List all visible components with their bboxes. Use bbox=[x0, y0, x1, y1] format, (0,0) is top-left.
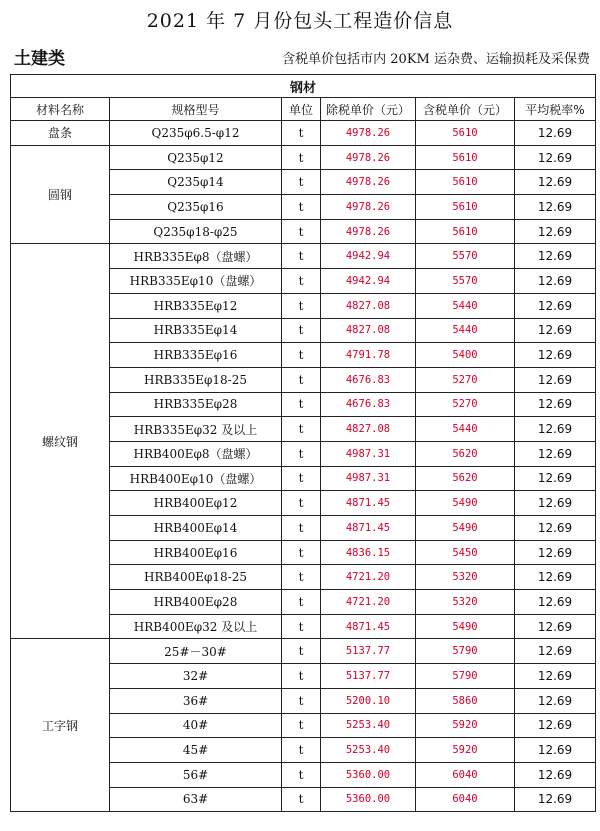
header-tax-rate: 平均税率% bbox=[515, 98, 596, 121]
ex-tax-price-cell: 4942.94 bbox=[321, 269, 416, 294]
tax-rate-cell: 12.69 bbox=[515, 713, 596, 738]
ex-tax-price-cell: 4978.26 bbox=[321, 219, 416, 244]
ex-tax-price-cell: 4871.45 bbox=[321, 614, 416, 639]
tax-rate-cell: 12.69 bbox=[515, 417, 596, 442]
spec-cell: HRB400Eφ14 bbox=[110, 516, 282, 541]
spec-cell: HRB335Eφ10（盘螺） bbox=[110, 269, 282, 294]
ex-tax-price-cell: 4978.26 bbox=[321, 195, 416, 220]
unit-cell: t bbox=[282, 590, 321, 615]
table-row bbox=[11, 121, 596, 146]
unit-cell: t bbox=[282, 713, 321, 738]
ex-tax-price-cell: 4721.20 bbox=[321, 565, 416, 590]
ex-tax-price-cell: 5253.40 bbox=[321, 738, 416, 763]
ex-tax-price-cell: 4978.26 bbox=[321, 121, 416, 146]
inc-tax-price-cell: 5570 bbox=[416, 244, 515, 269]
unit-cell: t bbox=[282, 417, 321, 442]
ex-tax-price-cell: 4942.94 bbox=[321, 244, 416, 269]
ex-tax-price-cell: 5137.77 bbox=[321, 639, 416, 664]
inc-tax-price-cell: 5620 bbox=[416, 441, 515, 466]
spec-cell: 45# bbox=[110, 738, 282, 763]
spec-cell: HRB400Eφ32 及以上 bbox=[110, 614, 282, 639]
spec-cell: HRB400Eφ18-25 bbox=[110, 565, 282, 590]
inc-tax-price-cell: 5610 bbox=[416, 219, 515, 244]
inc-tax-price-cell: 5570 bbox=[416, 269, 515, 294]
inc-tax-price-cell: 5440 bbox=[416, 318, 515, 343]
spec-cell: HRB400Eφ28 bbox=[110, 590, 282, 615]
unit-cell: t bbox=[282, 219, 321, 244]
page-title: 2021 年 7 月份包头工程造价信息 bbox=[146, 10, 454, 32]
spec-cell: HRB335Eφ14 bbox=[110, 318, 282, 343]
tax-rate-cell: 12.69 bbox=[515, 540, 596, 565]
spec-cell: HRB400Eφ16 bbox=[110, 540, 282, 565]
inc-tax-price-cell: 5920 bbox=[416, 713, 515, 738]
section-title: 钢材 bbox=[11, 75, 596, 98]
spec-cell: HRB335Eφ28 bbox=[110, 392, 282, 417]
ex-tax-price-cell: 5137.77 bbox=[321, 664, 416, 689]
inc-tax-price-cell: 5490 bbox=[416, 491, 515, 516]
unit-cell: t bbox=[282, 244, 321, 269]
tax-rate-cell: 12.69 bbox=[515, 219, 596, 244]
inc-tax-price-cell: 5790 bbox=[416, 639, 515, 664]
table-row bbox=[11, 145, 596, 170]
tax-rate-cell: 12.69 bbox=[515, 145, 596, 170]
spec-cell: 40# bbox=[110, 713, 282, 738]
inc-tax-price-cell: 5450 bbox=[416, 540, 515, 565]
ex-tax-price-cell: 4676.83 bbox=[321, 392, 416, 417]
category-label: 土建类 bbox=[14, 49, 65, 69]
tax-rate-cell: 12.69 bbox=[515, 318, 596, 343]
tax-rate-cell: 12.69 bbox=[515, 367, 596, 392]
ex-tax-price-cell: 4827.08 bbox=[321, 293, 416, 318]
table-row bbox=[11, 244, 596, 269]
ex-tax-price-cell: 4978.26 bbox=[321, 170, 416, 195]
table-body bbox=[11, 121, 596, 812]
header-spec: 规格型号 bbox=[110, 98, 282, 121]
unit-cell: t bbox=[282, 688, 321, 713]
inc-tax-price-cell: 6040 bbox=[416, 762, 515, 787]
unit-cell: t bbox=[282, 466, 321, 491]
unit-cell: t bbox=[282, 121, 321, 146]
unit-cell: t bbox=[282, 145, 321, 170]
unit-cell: t bbox=[282, 170, 321, 195]
tax-rate-cell: 12.69 bbox=[515, 121, 596, 146]
ex-tax-price-cell: 5200.10 bbox=[321, 688, 416, 713]
unit-cell: t bbox=[282, 269, 321, 294]
tax-rate-cell: 12.69 bbox=[515, 269, 596, 294]
tax-rate-cell: 12.69 bbox=[515, 244, 596, 269]
ex-tax-price-cell: 5360.00 bbox=[321, 762, 416, 787]
inc-tax-price-cell: 5490 bbox=[416, 516, 515, 541]
ex-tax-price-cell: 4827.08 bbox=[321, 318, 416, 343]
unit-cell: t bbox=[282, 639, 321, 664]
inc-tax-price-cell: 5490 bbox=[416, 614, 515, 639]
inc-tax-price-cell: 5610 bbox=[416, 195, 515, 220]
ex-tax-price-cell: 4827.08 bbox=[321, 417, 416, 442]
unit-cell: t bbox=[282, 195, 321, 220]
ex-tax-price-cell: 4871.45 bbox=[321, 516, 416, 541]
tax-rate-cell: 12.69 bbox=[515, 590, 596, 615]
price-table bbox=[10, 74, 596, 812]
spec-cell: 36# bbox=[110, 688, 282, 713]
tax-rate-cell: 12.69 bbox=[515, 491, 596, 516]
ex-tax-price-cell: 5360.00 bbox=[321, 787, 416, 812]
tax-rate-cell: 12.69 bbox=[515, 664, 596, 689]
inc-tax-price-cell: 5270 bbox=[416, 367, 515, 392]
spec-cell: HRB335Eφ32 及以上 bbox=[110, 417, 282, 442]
tax-rate-cell: 12.69 bbox=[515, 293, 596, 318]
inc-tax-price-cell: 5610 bbox=[416, 121, 515, 146]
unit-cell: t bbox=[282, 664, 321, 689]
ex-tax-price-cell: 4978.26 bbox=[321, 145, 416, 170]
tax-rate-cell: 12.69 bbox=[515, 466, 596, 491]
inc-tax-price-cell: 5620 bbox=[416, 466, 515, 491]
ex-tax-price-cell: 4987.31 bbox=[321, 441, 416, 466]
header-unit: 单位 bbox=[282, 98, 321, 121]
tax-rate-cell: 12.69 bbox=[515, 441, 596, 466]
tax-rate-cell: 12.69 bbox=[515, 170, 596, 195]
header-ex-tax-price: 除税单价（元） bbox=[321, 98, 416, 121]
tax-rate-cell: 12.69 bbox=[515, 516, 596, 541]
unit-cell: t bbox=[282, 392, 321, 417]
tax-rate-cell: 12.69 bbox=[515, 639, 596, 664]
header-inc-tax-price: 含税单价（元） bbox=[416, 98, 515, 121]
ex-tax-price-cell: 4676.83 bbox=[321, 367, 416, 392]
unit-cell: t bbox=[282, 762, 321, 787]
spec-cell: 63# bbox=[110, 787, 282, 812]
unit-cell: t bbox=[282, 343, 321, 368]
inc-tax-price-cell: 5610 bbox=[416, 170, 515, 195]
spec-cell: 32# bbox=[110, 664, 282, 689]
tax-rate-cell: 12.69 bbox=[515, 738, 596, 763]
ex-tax-price-cell: 4987.31 bbox=[321, 466, 416, 491]
spec-cell: Q235φ16 bbox=[110, 195, 282, 220]
unit-cell: t bbox=[282, 565, 321, 590]
inc-tax-price-cell: 5320 bbox=[416, 565, 515, 590]
ex-tax-price-cell: 4836.15 bbox=[321, 540, 416, 565]
inc-tax-price-cell: 6040 bbox=[416, 787, 515, 812]
price-note: 含税单价包括市内 20KM 运杂费、运输损耗及采保费 bbox=[282, 52, 590, 67]
ex-tax-price-cell: 5253.40 bbox=[321, 713, 416, 738]
material-name-cell: 工字钢 bbox=[11, 639, 110, 812]
tax-rate-cell: 12.69 bbox=[515, 614, 596, 639]
unit-cell: t bbox=[282, 787, 321, 812]
table-row bbox=[11, 639, 596, 664]
spec-cell: 25#－30# bbox=[110, 639, 282, 664]
spec-cell: Q235φ14 bbox=[110, 170, 282, 195]
unit-cell: t bbox=[282, 516, 321, 541]
material-name-cell: 圆钢 bbox=[11, 145, 110, 244]
inc-tax-price-cell: 5440 bbox=[416, 293, 515, 318]
spec-cell: HRB400Eφ8（盘螺） bbox=[110, 441, 282, 466]
spec-cell: HRB335Eφ12 bbox=[110, 293, 282, 318]
tax-rate-cell: 12.69 bbox=[515, 787, 596, 812]
header-material: 材料名称 bbox=[11, 98, 110, 121]
inc-tax-price-cell: 5860 bbox=[416, 688, 515, 713]
tax-rate-cell: 12.69 bbox=[515, 762, 596, 787]
spec-cell: Q235φ18-φ25 bbox=[110, 219, 282, 244]
unit-cell: t bbox=[282, 318, 321, 343]
spec-cell: 56# bbox=[110, 762, 282, 787]
tax-rate-cell: 12.69 bbox=[515, 688, 596, 713]
inc-tax-price-cell: 5320 bbox=[416, 590, 515, 615]
tax-rate-cell: 12.69 bbox=[515, 565, 596, 590]
unit-cell: t bbox=[282, 441, 321, 466]
unit-cell: t bbox=[282, 367, 321, 392]
inc-tax-price-cell: 5790 bbox=[416, 664, 515, 689]
ex-tax-price-cell: 4791.78 bbox=[321, 343, 416, 368]
unit-cell: t bbox=[282, 293, 321, 318]
spec-cell: Q235φ12 bbox=[110, 145, 282, 170]
spec-cell: Q235φ6.5-φ12 bbox=[110, 121, 282, 146]
material-name-cell: 螺纹钢 bbox=[11, 244, 110, 639]
tax-rate-cell: 12.69 bbox=[515, 343, 596, 368]
material-name-cell: 盘条 bbox=[11, 121, 110, 146]
tax-rate-cell: 12.69 bbox=[515, 392, 596, 417]
unit-cell: t bbox=[282, 738, 321, 763]
spec-cell: HRB335Eφ16 bbox=[110, 343, 282, 368]
tax-rate-cell: 12.69 bbox=[515, 195, 596, 220]
inc-tax-price-cell: 5610 bbox=[416, 145, 515, 170]
spec-cell: HRB335Eφ18-25 bbox=[110, 367, 282, 392]
inc-tax-price-cell: 5920 bbox=[416, 738, 515, 763]
ex-tax-price-cell: 4721.20 bbox=[321, 590, 416, 615]
unit-cell: t bbox=[282, 540, 321, 565]
header-row bbox=[11, 98, 596, 121]
spec-cell: HRB400Eφ10（盘螺） bbox=[110, 466, 282, 491]
inc-tax-price-cell: 5400 bbox=[416, 343, 515, 368]
unit-cell: t bbox=[282, 491, 321, 516]
unit-cell: t bbox=[282, 614, 321, 639]
spec-cell: HRB400Eφ12 bbox=[110, 491, 282, 516]
inc-tax-price-cell: 5270 bbox=[416, 392, 515, 417]
inc-tax-price-cell: 5440 bbox=[416, 417, 515, 442]
spec-cell: HRB335Eφ8（盘螺） bbox=[110, 244, 282, 269]
ex-tax-price-cell: 4871.45 bbox=[321, 491, 416, 516]
